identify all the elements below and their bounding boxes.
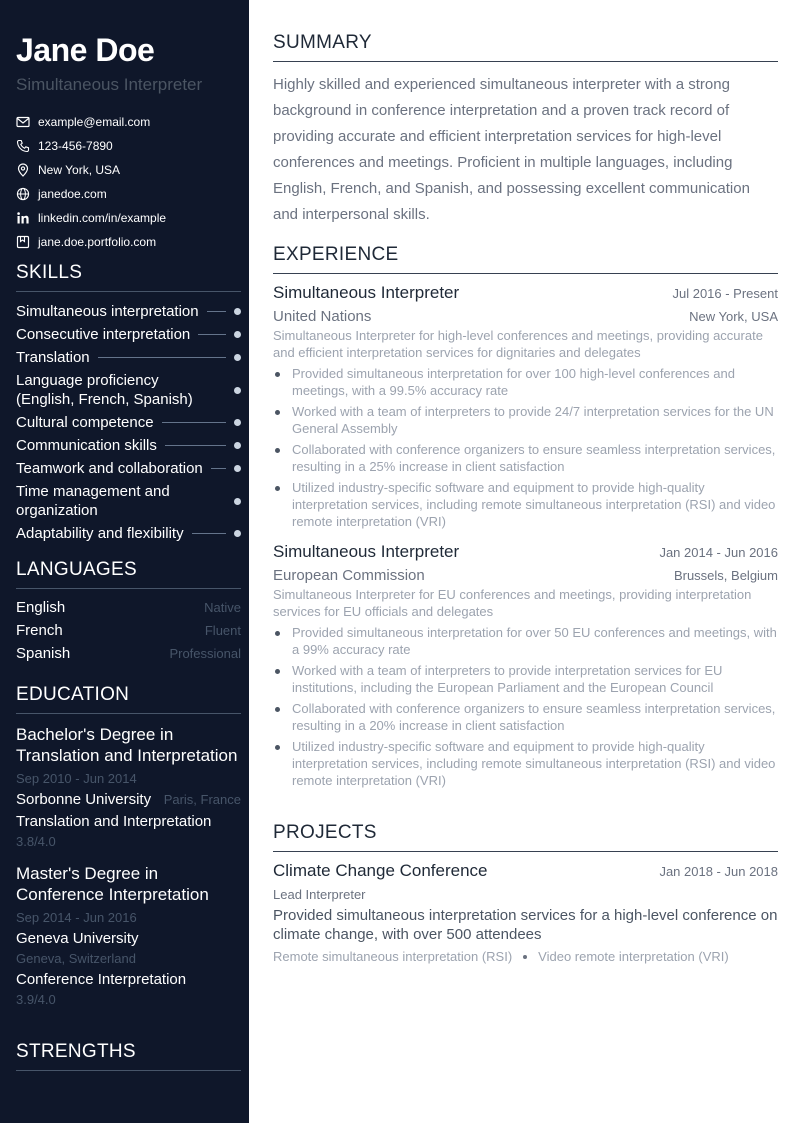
- skill-item: Time management and organization: [16, 482, 241, 520]
- summary-section: [273, 32, 778, 228]
- job-bullet: Worked with a team of interpreters to provide interpretation services for EU institutions, including the European Parliament and the European Council: [273, 662, 778, 696]
- bullet-icon: [275, 669, 280, 674]
- education-location: Geneva, Switzerland: [16, 951, 136, 966]
- job-bullet: Collaborated with conference organizers to ensure seamless interpretation services, resulting in a 20% increase in client satisfaction: [273, 700, 778, 734]
- education-item: [16, 724, 241, 849]
- languages-section: [16, 559, 241, 668]
- language-item: French Fluent: [16, 622, 241, 639]
- education-gpa: 3.8/4.0: [16, 834, 56, 849]
- job-location: New York, USA: [689, 309, 778, 324]
- skill-item: Translation: [16, 348, 241, 367]
- education-heading: EDUCATION: [16, 684, 241, 714]
- job-bullet: Utilized industry-specific software and equipment to provide high-quality interpretation services, including remote simultaneous interpretation (RSI) and video remote interpretation (VRI): [273, 738, 778, 789]
- education-dates: Sep 2014 - Jun 2016: [16, 910, 137, 925]
- strengths-heading: STRENGTHS: [16, 1041, 241, 1071]
- skill-dot-icon: [234, 530, 241, 537]
- bullet-icon: [275, 486, 280, 491]
- project-dates: Jan 2018 - Jun 2018: [659, 864, 778, 879]
- job-bullet: Collaborated with conference organizers to ensure seamless interpretation services, resulting in a 25% increase in client satisfaction: [273, 441, 778, 475]
- contact-portfolio-text: jane.doe.portfolio.com: [38, 235, 157, 249]
- skill-item: Consecutive interpretation: [16, 325, 241, 344]
- project-title: Climate Change Conference: [273, 861, 488, 880]
- skill-dot-icon: [234, 308, 241, 315]
- job-bullets: [273, 365, 778, 530]
- tag-separator-icon: [523, 955, 527, 959]
- contact-phone[interactable]: [16, 134, 241, 158]
- contact-linkedin-text: linkedin.com/in/example: [38, 211, 167, 225]
- languages-heading: LANGUAGES: [16, 559, 241, 589]
- education-section: [16, 684, 241, 1021]
- bullet-icon: [275, 448, 280, 453]
- contact-website[interactable]: [16, 182, 241, 206]
- skill-dot-icon: [234, 419, 241, 426]
- education-degree: Master's Degree in Conference Interpretation: [16, 864, 209, 904]
- job-bullet: Worked with a team of interpreters to provide 24/7 interpretation services for the UN General Assembly: [273, 403, 778, 437]
- project-item: [273, 861, 778, 964]
- education-field: Translation and Interpretation: [16, 813, 212, 830]
- skills-heading: SKILLS: [16, 262, 241, 292]
- bullet-icon: [275, 372, 280, 377]
- skill-item: Communication skills: [16, 436, 241, 455]
- projects-section: [273, 822, 778, 964]
- job-dates: Jul 2016 - Present: [672, 286, 778, 301]
- project-tag: Video remote interpretation (VRI): [538, 949, 729, 964]
- bullet-icon: [275, 745, 280, 750]
- job-description: Simultaneous Interpreter for EU conferences and meetings, providing interpretation services for EU officials and delegates: [273, 587, 752, 619]
- job-organization: European Commission: [273, 567, 425, 584]
- skill-item: Simultaneous interpretation: [16, 302, 241, 321]
- job-dates: Jan 2014 - Jun 2016: [659, 545, 778, 560]
- contact-portfolio[interactable]: [16, 230, 241, 254]
- job-title: Simultaneous Interpreter: [273, 283, 460, 302]
- globe-icon: [16, 187, 30, 201]
- project-role: Lead Interpreter: [273, 887, 366, 902]
- summary-text: Highly skilled and experienced simultaneous interpreter with a strong background in conference interpretation and a proven track record of providing accurate and efficient interpretation services for high-level conferences and meetings. Proficient in multiple languages, including English, French, and Spanish, and possessing excellent communication and interpersonal skills.: [273, 76, 750, 223]
- education-degree: Bachelor's Degree in Translation and Interpretation: [16, 725, 238, 765]
- project-description: Provided simultaneous interpretation services for a high-level conference on climate change, with over 500 attendees: [273, 907, 778, 943]
- candidate-role: Simultaneous Interpreter: [16, 75, 203, 94]
- education-school: Geneva University: [16, 930, 139, 947]
- skill-dot-icon: [234, 354, 241, 361]
- summary-heading: SUMMARY: [273, 32, 778, 62]
- education-location: Paris, France: [163, 792, 241, 807]
- education-item: [16, 863, 241, 1007]
- contact-location: [16, 158, 241, 182]
- skill-item: Language proficiency (English, French, Spanish): [16, 371, 241, 409]
- job-description: Simultaneous Interpreter for high-level conferences and meetings, providing accurate and efficient interpretation services for dignitaries and delegates: [273, 328, 763, 360]
- contact-linkedin[interactable]: [16, 206, 241, 230]
- linkedin-icon: [16, 211, 30, 225]
- project-tags: [273, 949, 778, 964]
- phone-icon: [16, 139, 30, 153]
- contact-website-text: janedoe.com: [38, 187, 107, 201]
- education-school: Sorbonne University: [16, 791, 152, 808]
- job-organization: United Nations: [273, 308, 372, 325]
- job-bullet: Provided simultaneous interpretation for over 100 high-level conferences and meetings, with a 99.5% accuracy rate: [273, 365, 778, 399]
- education-dates: Sep 2010 - Jun 2014: [16, 771, 137, 786]
- sidebar: [0, 0, 249, 1123]
- education-field: Conference Interpretation: [16, 971, 187, 988]
- candidate-name: Jane Doe: [16, 32, 155, 68]
- skills-section: [16, 262, 241, 547]
- experience-item: [273, 542, 778, 789]
- skill-item: Adaptability and flexibility: [16, 524, 241, 543]
- education-gpa: 3.9/4.0: [16, 992, 56, 1007]
- skill-dot-icon: [234, 442, 241, 449]
- strengths-section: [16, 1041, 241, 1081]
- contact-email-text: example@email.com: [38, 115, 151, 129]
- contact-email[interactable]: [16, 110, 241, 134]
- contact-phone-text: 123-456-7890: [38, 139, 113, 153]
- contact-list: [16, 110, 241, 254]
- project-tag: Remote simultaneous interpretation (RSI): [273, 949, 513, 964]
- bullet-icon: [275, 410, 280, 415]
- contact-location-text: New York, USA: [38, 163, 121, 177]
- experience-item: [273, 283, 778, 530]
- skill-dot-icon: [234, 387, 241, 394]
- projects-heading: PROJECTS: [273, 822, 778, 852]
- job-title: Simultaneous Interpreter: [273, 542, 460, 561]
- language-item: English Native: [16, 599, 241, 616]
- skill-dot-icon: [234, 465, 241, 472]
- experience-heading: EXPERIENCE: [273, 244, 778, 274]
- job-location: Brussels, Belgium: [673, 568, 778, 583]
- skill-item: Teamwork and collaboration: [16, 459, 241, 478]
- skill-dot-icon: [234, 498, 241, 505]
- mail-icon: [16, 115, 30, 129]
- skill-item: Cultural competence: [16, 413, 241, 432]
- language-item: Spanish Professional: [16, 645, 241, 662]
- portfolio-icon: [16, 235, 30, 249]
- job-bullet: Provided simultaneous interpretation for over 50 EU conferences and meetings, with a 99% accuracy rate: [273, 624, 778, 658]
- job-bullets: [273, 624, 778, 789]
- job-bullet: Utilized industry-specific software and equipment to provide high-quality interpretation services, including remote simultaneous interpretation (RSI) and video remote interpretation (VRI): [273, 479, 778, 530]
- experience-section: [273, 244, 778, 793]
- location-pin-icon: [16, 163, 30, 177]
- bullet-icon: [275, 631, 280, 636]
- skill-dot-icon: [234, 331, 241, 338]
- bullet-icon: [275, 707, 280, 712]
